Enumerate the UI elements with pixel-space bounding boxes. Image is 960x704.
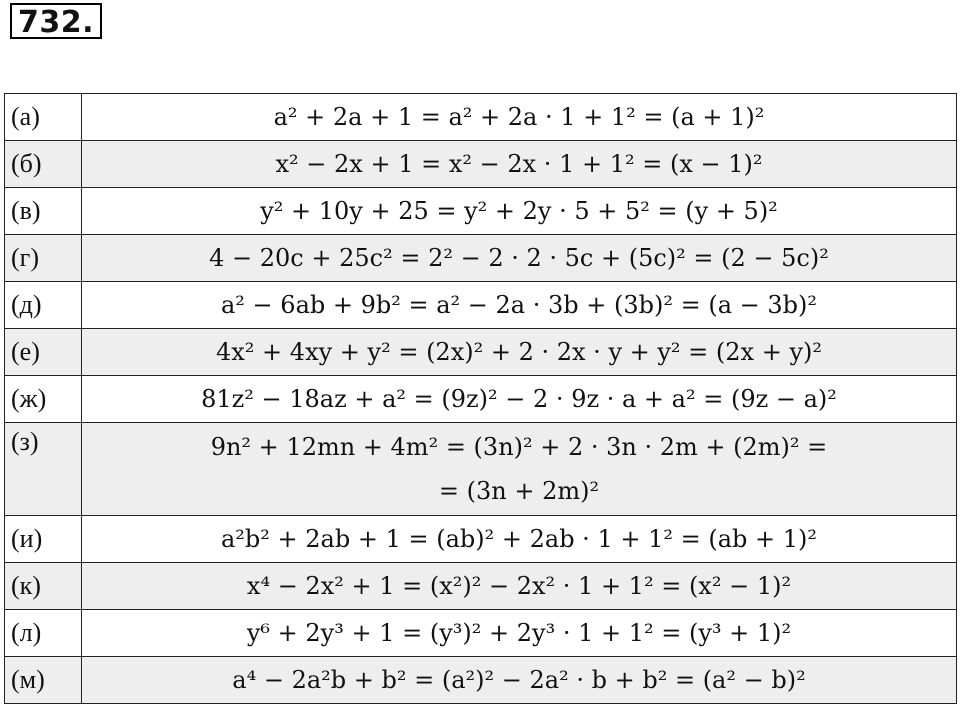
row-label: (м) bbox=[5, 657, 82, 704]
expression-line: x⁴ − 2x² + 1 = (x²)² − 2x² · 1 + 1² = (x² − 1)² bbox=[246, 572, 792, 600]
expression-line: 81z² − 18az + a² = (9z)² − 2 · 9z · a + a² = (9z − a)² bbox=[201, 385, 837, 413]
row-label: (в) bbox=[5, 188, 82, 235]
expression-line: = (3n + 2m)² bbox=[438, 477, 600, 505]
row-label: (е) bbox=[5, 329, 82, 376]
row-label: (з) bbox=[5, 423, 82, 516]
row-expression bbox=[82, 376, 957, 423]
expression-line: y² + 10y + 25 = y² + 2y · 5 + 5² = (y + 5)² bbox=[260, 197, 778, 225]
row-label: (б) bbox=[5, 141, 82, 188]
answers-table bbox=[4, 93, 957, 704]
row-expression bbox=[82, 423, 957, 516]
row-expression bbox=[82, 657, 957, 704]
table-row bbox=[5, 235, 957, 282]
table-row bbox=[5, 94, 957, 141]
expression-line: a² + 2a + 1 = a² + 2a · 1 + 1² = (a + 1)² bbox=[273, 103, 765, 131]
table-row bbox=[5, 563, 957, 610]
row-label: (г) bbox=[5, 235, 82, 282]
expression-line: 4x² + 4xy + y² = (2x)² + 2 · 2x · y + y² = (2x + y)² bbox=[216, 338, 822, 366]
row-expression bbox=[82, 282, 957, 329]
table-row bbox=[5, 329, 957, 376]
row-expression bbox=[82, 94, 957, 141]
row-expression bbox=[82, 610, 957, 657]
row-expression bbox=[82, 516, 957, 563]
table-row bbox=[5, 657, 957, 704]
row-label: (к) bbox=[5, 563, 82, 610]
expression-line: a²b² + 2ab + 1 = (ab)² + 2ab · 1 + 1² = (ab + 1)² bbox=[221, 525, 817, 553]
row-expression bbox=[82, 188, 957, 235]
row-expression bbox=[82, 141, 957, 188]
row-label: (и) bbox=[5, 516, 82, 563]
row-expression bbox=[82, 563, 957, 610]
row-label: (ж) bbox=[5, 376, 82, 423]
expression-line: x² − 2x + 1 = x² − 2x · 1 + 1² = (x − 1)² bbox=[275, 150, 763, 178]
expression-line: a⁴ − 2a²b + b² = (a²)² − 2a² · b + b² = (a² − b)² bbox=[232, 666, 806, 694]
row-label: (л) bbox=[5, 610, 82, 657]
row-expression bbox=[82, 329, 957, 376]
row-label: (а) bbox=[5, 94, 82, 141]
expression-line: 9n² + 12mn + 4m² = (3n)² + 2 · 3n · 2m + (2m)² = bbox=[210, 433, 828, 461]
expression-line: y⁶ + 2y³ + 1 = (y³)² + 2y³ · 1 + 1² = (y³ + 1)² bbox=[246, 619, 792, 647]
table-row bbox=[5, 516, 957, 563]
table-row bbox=[5, 610, 957, 657]
row-label: (д) bbox=[5, 282, 82, 329]
table-row bbox=[5, 188, 957, 235]
table-row bbox=[5, 141, 957, 188]
table-row bbox=[5, 282, 957, 329]
problem-number: 732. bbox=[10, 3, 102, 39]
row-expression bbox=[82, 235, 957, 282]
table-row bbox=[5, 376, 957, 423]
expression-line: a² − 6ab + 9b² = a² − 2a · 3b + (3b)² = (a − 3b)² bbox=[221, 291, 817, 319]
expression-line: 4 − 20c + 25c² = 2² − 2 · 2 · 5c + (5c)² = (2 − 5c)² bbox=[209, 244, 829, 272]
table-row bbox=[5, 423, 957, 516]
